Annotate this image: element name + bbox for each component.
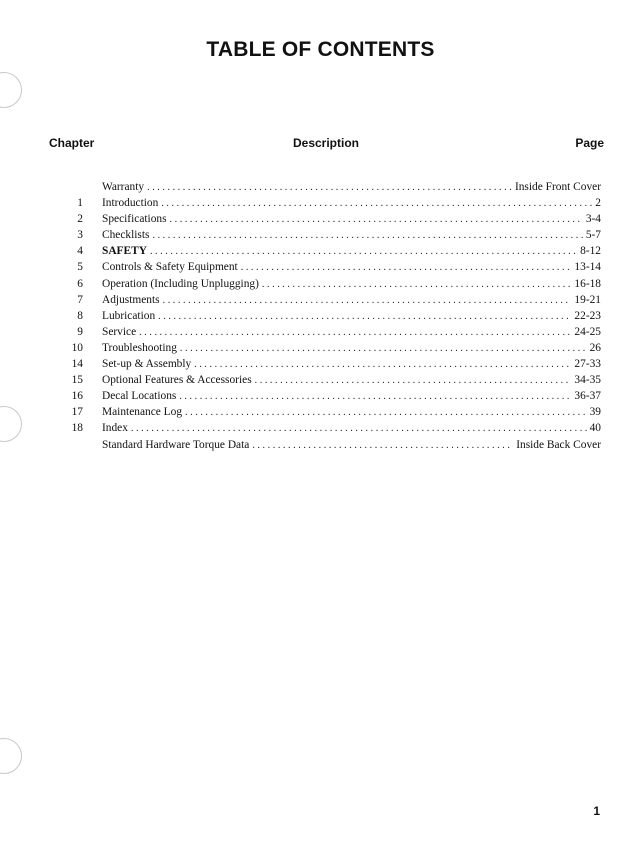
toc-entry-line — [102, 388, 601, 405]
entry-page: Inside Front Cover — [514, 181, 601, 193]
toc-entry — [0, 356, 641, 372]
page-column-header: Page — [575, 136, 604, 150]
chapter-number: 4 — [77, 245, 83, 258]
entry-page: 26 — [589, 341, 601, 354]
dot-leader — [252, 438, 513, 454]
chapter-number: 18 — [71, 422, 83, 435]
entry-description: Index — [102, 422, 128, 435]
toc-entry — [0, 243, 641, 259]
entry-page: 8-12 — [580, 245, 601, 258]
dot-leader — [152, 228, 582, 244]
chapter-number: 14 — [71, 358, 83, 371]
toc-entry — [0, 195, 641, 211]
chapter-number: 15 — [71, 374, 83, 387]
dot-leader — [150, 244, 577, 260]
toc-entry-line — [102, 404, 601, 421]
toc-list — [0, 179, 641, 453]
entry-description: Lubrication — [102, 309, 156, 322]
entry-description: Troubleshooting — [102, 341, 177, 354]
chapter-number: 16 — [71, 390, 83, 403]
dot-leader — [262, 277, 572, 293]
entry-page: 16-18 — [574, 277, 601, 290]
entry-description: Specifications — [102, 213, 167, 226]
dot-leader — [131, 421, 587, 437]
toc-entry — [0, 372, 641, 388]
dot-leader — [180, 341, 587, 357]
toc-entry — [0, 276, 641, 292]
entry-description: Optional Features & Accessories — [102, 374, 252, 387]
entry-page: 36-37 — [574, 390, 601, 403]
entry-page: Inside Back Cover — [516, 438, 601, 451]
entry-description: Introduction — [102, 197, 159, 210]
toc-entry — [0, 227, 641, 243]
chapter-number: 3 — [77, 229, 83, 242]
entry-page: 3-4 — [585, 213, 601, 226]
toc-entry — [0, 420, 641, 436]
page-number: 1 — [593, 804, 600, 818]
chapter-number: 17 — [71, 406, 83, 419]
description-column-header: Description — [292, 136, 359, 150]
chapter-number: 7 — [77, 293, 83, 306]
entry-page: 27-33 — [574, 358, 601, 371]
chapter-number: 5 — [77, 261, 83, 274]
entry-page: 2 — [595, 197, 601, 210]
toc-entry — [0, 437, 641, 453]
toc-entry-line — [102, 308, 601, 325]
dot-leader — [255, 373, 572, 389]
dot-leader — [179, 389, 571, 405]
dot-leader — [185, 405, 587, 421]
dot-leader — [194, 357, 571, 373]
entry-description: Set-up & Assembly — [102, 358, 192, 371]
toc-entry-line — [102, 340, 601, 357]
toc-entry-line — [102, 227, 601, 244]
dot-leader — [161, 196, 592, 212]
toc-entry-line — [102, 372, 601, 389]
toc-entry-line — [102, 437, 601, 454]
toc-entry-line — [102, 179, 601, 196]
entry-page: 34-35 — [574, 374, 601, 387]
toc-entry-line — [102, 243, 601, 260]
entry-page: 39 — [589, 406, 601, 419]
toc-entry — [0, 292, 641, 308]
dot-leader — [139, 325, 571, 341]
toc-entry — [0, 179, 641, 195]
toc-entry-line — [102, 324, 601, 341]
entry-page: 5-7 — [585, 229, 601, 242]
chapter-number: 10 — [71, 341, 83, 354]
chapter-number: 1 — [77, 197, 83, 210]
toc-entry — [0, 404, 641, 420]
chapter-number: 8 — [77, 309, 83, 322]
toc-entry-line — [102, 195, 601, 212]
entry-page: 13-14 — [574, 261, 601, 274]
chapter-number: 9 — [77, 325, 83, 338]
entry-description: Controls & Safety Equipment — [102, 261, 238, 274]
entry-page: 40 — [589, 422, 601, 435]
entry-description: Adjustments — [102, 293, 160, 306]
entry-description: Decal Locations — [102, 390, 177, 403]
punch-hole-top — [0, 72, 22, 108]
entry-description: Standard Hardware Torque Data — [102, 438, 250, 451]
entry-description: SAFETY — [102, 245, 147, 258]
toc-entry-line — [102, 292, 601, 309]
chapter-number: 6 — [77, 277, 83, 290]
toc-entry — [0, 388, 641, 404]
toc-entry-line — [102, 211, 601, 228]
toc-entry — [0, 211, 641, 227]
entry-description: Service — [102, 325, 137, 338]
toc-entry — [0, 308, 641, 324]
toc-entry — [0, 259, 641, 275]
entry-description: Warranty — [102, 181, 145, 193]
toc-entry — [0, 340, 641, 356]
dot-leader — [147, 180, 512, 196]
toc-entry — [0, 324, 641, 340]
toc-entry-line — [102, 420, 601, 437]
punch-hole-bottom — [0, 738, 22, 774]
entry-page: 19-21 — [574, 293, 601, 306]
entry-description: Operation (Including Unplugging) — [102, 277, 259, 290]
page-title: TABLE OF CONTENTS — [206, 38, 435, 61]
dot-leader — [158, 309, 571, 325]
dot-leader — [241, 260, 572, 276]
dot-leader — [170, 212, 583, 228]
entry-description: Checklists — [102, 229, 150, 242]
toc-entry-line — [102, 356, 601, 373]
chapter-number: 2 — [77, 213, 83, 226]
dot-leader — [163, 293, 572, 309]
entry-page: 22-23 — [574, 309, 601, 322]
entry-description: Maintenance Log — [102, 406, 183, 419]
toc-entry-line — [102, 259, 601, 276]
entry-page: 24-25 — [574, 325, 601, 338]
toc-entry-line — [102, 276, 601, 293]
chapter-column-header: Chapter — [49, 136, 95, 150]
